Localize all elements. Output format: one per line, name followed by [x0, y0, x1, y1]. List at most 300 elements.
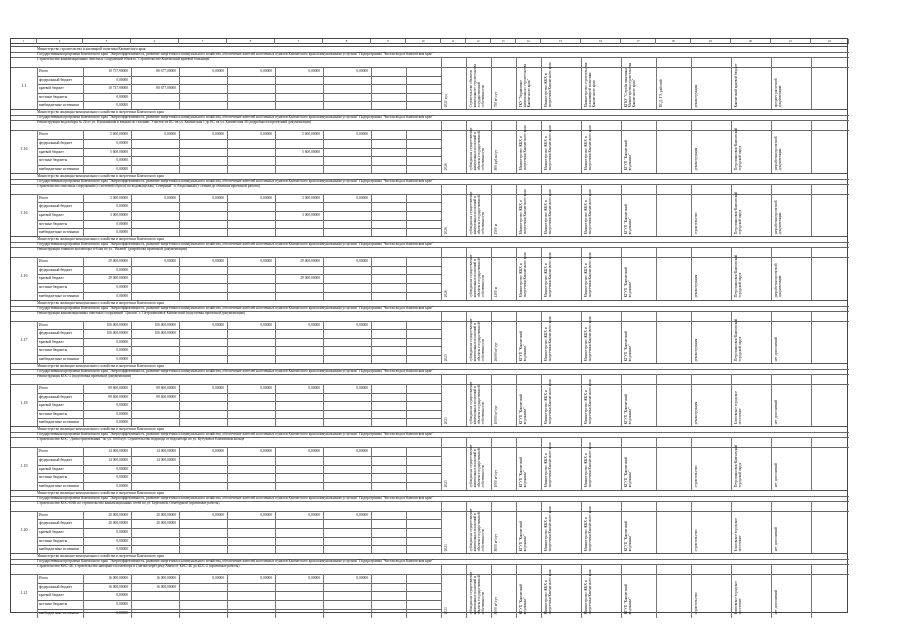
info-cell-c20: Петропавловск-Камчатский городской округ [734, 254, 742, 298]
fin-label: внебюджетные источники [39, 230, 79, 235]
fin-label: федеральный бюджет [39, 204, 73, 209]
divider [37, 355, 441, 356]
column-divider [275, 194, 276, 237]
fin-value: 3 000,00000 [302, 195, 320, 200]
column-divider [275, 574, 276, 617]
ministry-line: Министерство жилищно-коммунального хозяйства и энергетики Камчатского края [37, 364, 164, 368]
fin-value: 0,00000 [116, 411, 128, 416]
info-cell-c19: реконструкция [694, 84, 698, 108]
divider [37, 583, 441, 584]
divider [37, 283, 441, 284]
info-cell-c19: реконструкция [694, 338, 698, 361]
column-divider [621, 311, 622, 364]
fin-label: местные бюджеты [39, 601, 68, 606]
fin-value: 0,00000 [116, 103, 128, 108]
info-cell-c19: реконструкция [694, 401, 698, 425]
column-divider [691, 184, 692, 237]
column-header: 5 [179, 39, 227, 44]
divider [37, 220, 441, 221]
program-line: Государственная программа Камчатского края "Энергоэффективность, развитие энергетики и коммунального хозяйства, обеспечение жителей населенных пунктов Камчатского края коммунальными услугами" Подпрограмма "Чистая вода в Камчатском крае" [37, 178, 434, 183]
column-divider [541, 247, 542, 300]
program-line: Государственная программа Камчатского края "Энергоэффективность, развитие энергетики и коммунального хозяйства, обеспечение жителей населенных пунктов Камчатского края коммунальными услугами" Подпрограмма "Чистая вода в Камчатском крае" [37, 432, 434, 437]
object-block [11, 173, 847, 236]
column-divider [323, 511, 324, 554]
fin-label: федеральный бюджет [39, 331, 73, 336]
ministry-line: Министерство жилищно-коммунального хозяйства и энергетики Камчатского края [37, 300, 164, 305]
info-cell-c13: 750 м³/сут [494, 91, 498, 108]
column-divider [581, 247, 582, 300]
fin-value: 0,00000 [116, 166, 128, 171]
row-number: 1.20 [20, 526, 28, 532]
info-cell-c19: строительство [694, 529, 698, 552]
fin-value: 5 600,00000 [110, 149, 128, 154]
column-divider [37, 574, 38, 617]
fin-label: краевой бюджет [39, 403, 64, 408]
info-cell-c14: Министерство ЖКХ и энергетики Камчатского края [519, 252, 527, 298]
column-divider [491, 564, 492, 617]
fin-label: местные бюджеты [39, 348, 68, 353]
column-divider [516, 184, 517, 237]
info-cell-c13: 1200 м [494, 287, 498, 298]
column-divider [516, 437, 517, 490]
info-cell-c20: Петропавловск-Камчатский городской округ [734, 191, 742, 235]
fin-value: 0,00000 [356, 449, 368, 454]
column-divider [541, 501, 542, 554]
info-cell-c13: 8000 м³/сут [494, 533, 498, 552]
info-cell-c21: нет дополнений [774, 463, 778, 488]
divider [37, 76, 441, 77]
column-divider [516, 311, 517, 364]
column-divider [83, 130, 84, 173]
info-cell-c21: нет дополнений [774, 336, 778, 361]
column-divider [731, 57, 732, 110]
column-divider [466, 374, 467, 427]
column-divider [179, 194, 180, 237]
column-divider [179, 321, 180, 364]
column-divider [541, 57, 542, 110]
fin-value: 0,00000 [212, 386, 224, 390]
column-divider [491, 184, 492, 237]
info-cell-c17: КГУП "Камчатский водоканал" [624, 520, 632, 552]
column-divider [466, 311, 467, 364]
fin-value: 0,00000 [116, 601, 128, 606]
fin-label: Итого [39, 386, 49, 390]
divider [37, 292, 441, 293]
info-cell-year: 2023 [444, 353, 448, 361]
column-divider [811, 564, 812, 617]
column-divider [227, 130, 228, 173]
divider [37, 93, 441, 94]
fin-value: 0,00000 [308, 386, 320, 390]
info-cell-c15: Министерство ЖКХ и энергетики Камчатского края [544, 316, 552, 361]
info-cell-c12: субсидия на осуществление капитальных вложений в объекты государственной собственности [469, 128, 485, 171]
info-cell-c19: реконструкция [694, 274, 698, 298]
fin-label: местные бюджеты [39, 475, 68, 480]
column-divider [491, 57, 492, 110]
object-block [11, 490, 847, 553]
fin-value: 0,00000 [308, 69, 320, 73]
info-cell-c13: 10000 м³/сут [494, 405, 498, 425]
info-cell-c17: КГКУ "Служба заказчика Министерства строительства Камчатского края" [624, 62, 636, 108]
column-divider [621, 564, 622, 617]
info-cell-c18: ПСД, ГЭ, рабочий [659, 79, 663, 108]
column-header: 12 [466, 39, 491, 44]
info-cell-c20: Камчатский краевой бюджет [734, 63, 738, 108]
column-divider [37, 194, 38, 237]
column-divider [581, 184, 582, 237]
ministry-line: Министерство жилищно-коммунального хозяйства и энергетики Камчатского края [37, 554, 164, 559]
fin-value: 0,00000 [356, 259, 368, 264]
column-divider [621, 247, 622, 300]
info-cell-c15: Министерство ЖКХ и энергетики Камчатского края [544, 189, 552, 235]
fin-label: краевой бюджет [39, 466, 64, 471]
ministry-line: Министерство жилищно-коммунального хозяйства и энергетики Камчатского края [37, 110, 164, 115]
fin-label: краевой бюджет [39, 529, 64, 534]
info-cell-c12: субсидия на осуществление капитальных вложений в объекты государственной собственности [469, 254, 485, 298]
object-block [11, 300, 847, 363]
column-header: 20 [731, 39, 771, 44]
column-divider [131, 194, 132, 237]
column-header: 10 [406, 39, 441, 44]
column-divider [83, 321, 84, 364]
fin-label: местные бюджеты [39, 221, 68, 226]
fin-label: Итого [39, 322, 49, 327]
column-divider [275, 321, 276, 364]
fin-value: 29 000,00000 [300, 259, 320, 264]
fin-value: 0,00000 [116, 547, 128, 552]
fin-label: Итого [39, 512, 49, 517]
column-divider [581, 120, 582, 173]
column-divider [179, 67, 180, 110]
column-divider [83, 384, 84, 427]
column-divider [323, 130, 324, 173]
column-divider [771, 57, 772, 110]
column-divider [541, 564, 542, 617]
column-divider [516, 501, 517, 554]
fin-label: внебюджетные источники [39, 293, 79, 298]
info-cell-c14: КГУП "Камчатский водоканал" [519, 584, 527, 615]
row-number: 1.19 [20, 463, 28, 469]
fin-value: 0,00000 [116, 293, 128, 298]
column-divider [37, 447, 38, 490]
divider [37, 338, 441, 339]
column-divider [466, 57, 467, 110]
fin-label: внебюджетные источники [39, 166, 79, 171]
fin-value: 0,00000 [212, 322, 224, 327]
info-cell-c14: КГУП "Камчатский водоканал" [519, 394, 527, 425]
column-header: 8 [323, 39, 371, 44]
column-divider [83, 511, 84, 554]
column-divider [581, 501, 582, 554]
ministry-line: Министерство жилищно-коммунального хозяйства и энергетики Камчатского края [37, 490, 164, 495]
column-divider [227, 447, 228, 490]
fin-value: 0,00000 [356, 386, 368, 390]
ministry-line: Министерство жилищно-коммунального хозяйства и энергетики Камчатского края [37, 427, 164, 432]
column-header: 21 [771, 39, 811, 44]
fin-label: федеральный бюджет [39, 267, 73, 272]
object-block [11, 46, 847, 109]
program-line: Государственная программа Камчатского края "Энергоэффективность, развитие энергетики и коммунального хозяйства, обеспечение жителей населенных пунктов Камчатского края коммунальными услугами" Подпрограмма "Чистая вода в Камчатском крае" [37, 495, 434, 500]
budget-table [10, 38, 848, 613]
column-divider [131, 257, 132, 300]
fin-value: 0,00000 [164, 259, 176, 264]
fin-value: 80 677,00000 [156, 86, 176, 91]
column-divider [811, 311, 812, 364]
column-divider [691, 437, 692, 490]
row-number: 1.17 [20, 336, 28, 342]
column-divider [581, 564, 582, 617]
column-divider [466, 564, 467, 617]
fin-value: 0,00000 [116, 267, 128, 272]
fin-value: 0,00000 [260, 512, 272, 517]
column-divider [691, 564, 692, 617]
fin-value: 0,00000 [116, 356, 128, 361]
fin-value: 89 600,00000 [108, 386, 128, 390]
program-line: Государственная программа Камчатского края "Энергоэффективность, развитие энергетики и коммунального хозяйства, обеспечение жителей населенных пунктов Камчатского края коммунальными услугами" Подпрограмма "Чистая вода в Камчатском крае" [37, 559, 434, 564]
fin-label: местные бюджеты [39, 158, 68, 163]
column-divider [811, 57, 812, 110]
info-cell-c20: Петропавловск-Камчатский городской округ [734, 128, 742, 171]
column-divider [131, 574, 132, 617]
info-cell-c17: КГУП "Камчатский водоканал" [624, 330, 632, 361]
column-divider [323, 194, 324, 237]
fin-label: Итого [39, 132, 49, 137]
fin-value: 89 600,00000 [156, 386, 176, 390]
column-divider [441, 437, 442, 490]
divider [37, 139, 441, 140]
fin-value: 0,00000 [116, 158, 128, 163]
info-cell-c18 [659, 314, 688, 361]
column-divider [656, 184, 657, 237]
column-divider [491, 247, 492, 300]
fin-value: 14 000,00000 [156, 449, 176, 454]
column-divider [406, 384, 407, 427]
column-divider [516, 247, 517, 300]
info-cell-c16: Министерство ЖКХ и энергетики Камчатского края [584, 189, 592, 235]
fin-value: 80 677,00000 [156, 69, 176, 73]
column-divider [771, 501, 772, 554]
fin-value: 20 000,00000 [156, 512, 176, 517]
column-divider [131, 321, 132, 364]
divider [37, 600, 441, 601]
divider [37, 418, 441, 419]
object-line: Реконструкция главного коллектора d-8 мм по ул. "Вилюй" (разработка проектной документации) [37, 247, 187, 252]
column-divider [83, 67, 84, 110]
column-divider [491, 311, 492, 364]
column-divider [83, 447, 84, 490]
column-divider [581, 374, 582, 427]
info-cell-c21: разработки проектной документации [774, 136, 782, 171]
info-cell-c21: нет дополнений [774, 590, 778, 615]
fin-label: федеральный бюджет [39, 457, 73, 462]
fin-label: краевой бюджет [39, 86, 64, 91]
divider [37, 393, 441, 394]
column-divider [691, 374, 692, 427]
fin-value: 0,00000 [260, 132, 272, 137]
column-divider [441, 501, 442, 554]
column-divider [811, 437, 812, 490]
column-divider [179, 257, 180, 300]
column-divider [731, 184, 732, 237]
fin-value: 0,00000 [212, 576, 224, 581]
fin-value: 0,00000 [212, 259, 224, 264]
fin-value: 0,00000 [116, 284, 128, 289]
info-cell-c16: Министерство ЖКХ и энергетики Камчатского края [584, 506, 592, 552]
fin-value: 0,00000 [308, 512, 320, 517]
column-header: 11 [441, 39, 466, 44]
object-block [11, 236, 847, 299]
divider [37, 84, 441, 85]
fin-label: Итого [39, 69, 49, 73]
column-divider [227, 574, 228, 617]
fin-label: федеральный бюджет [39, 521, 73, 526]
column-divider [371, 321, 372, 364]
info-cell-c18 [659, 504, 688, 551]
object-line: Строительство КОС "Домостроительный" по ул. 1000 куб. Строительство водовода от водозабора по ул. Кутузова в Елизовском кольце [37, 437, 245, 442]
info-cell-c18 [659, 250, 688, 297]
fin-value: 100 000,00000 [106, 322, 128, 327]
ministry-line: Министерство жилищно-коммунального хозяйства и энергетики Камчатского края [37, 173, 164, 178]
divider [37, 456, 441, 457]
column-header: 22 [811, 39, 849, 44]
column-divider [771, 437, 772, 490]
column-divider [691, 501, 692, 554]
column-divider [406, 257, 407, 300]
info-cell-c20: Петропавловск-Камчатский городской округ [734, 318, 742, 361]
column-divider [406, 447, 407, 490]
divider [37, 202, 441, 203]
fin-value: 0,00000 [212, 195, 224, 200]
info-cell-c16: Министерство ЖКХ и энергетики Камчатского края [584, 379, 592, 425]
column-divider [466, 247, 467, 300]
row-number: 1.16 [20, 146, 28, 152]
column-divider [441, 311, 442, 364]
column-divider [441, 120, 442, 173]
column-divider [371, 574, 372, 617]
column-divider [656, 437, 657, 490]
column-divider [371, 130, 372, 173]
column-header: 2 [37, 39, 83, 44]
column-divider [323, 384, 324, 427]
column-divider [516, 120, 517, 173]
fin-label: внебюджетные источники [39, 610, 79, 615]
column-divider [581, 57, 582, 110]
fin-value: 0,00000 [260, 386, 272, 390]
fin-label: Итого [39, 259, 49, 264]
column-divider [656, 311, 657, 364]
fin-value: 0,00000 [356, 512, 368, 517]
info-cell-year: 2023 [444, 480, 448, 488]
fin-value: 0,00000 [116, 221, 128, 226]
object-line: Реконструкция канализационных очистных сооружений "Циолок" г. Петропавловск-Камчатский (подготовка проектной документации) [37, 310, 245, 315]
column-divider [731, 564, 732, 617]
column-divider [371, 511, 372, 554]
info-cell-c14: КГУП "Камчатский водоканал" [519, 457, 527, 488]
object-line: Реконструкция водозабора № 28 от ул. Пушкинская в южном по селению. Участок из КС-ов ул. Камчатская 1 до КС ок ул. Камчатская 38 (подробности проектный документации) [37, 120, 312, 125]
program-line: Государственная программа Камчатского края "Энергоэффективность, развитие энергетики и коммунального хозяйства, обеспечение жителей населенных пунктов Камчатского края коммунальными услугами" Подпрограмма "Чистая вода в Камчатском крае" [37, 242, 434, 247]
divider [37, 165, 441, 166]
column-divider [275, 67, 276, 110]
column-divider [275, 257, 276, 300]
divider [37, 211, 441, 212]
row-number: 1.16 [20, 209, 28, 215]
column-divider [771, 184, 772, 237]
info-cell-c15: Министерство ЖКХ и энергетики Камчатского края [544, 569, 552, 615]
divider [37, 274, 441, 275]
column-divider [516, 374, 517, 427]
fin-value: 14 000,00000 [108, 449, 128, 454]
fin-value: 0,00000 [356, 132, 368, 137]
fin-value: 89 600,00000 [108, 394, 128, 399]
column-divider [323, 447, 324, 490]
info-cell-c20: Петропавловск-Камчатский городской округ [734, 445, 742, 488]
column-divider [227, 321, 228, 364]
column-divider [691, 247, 692, 300]
column-divider [771, 120, 772, 173]
column-divider [131, 67, 132, 110]
row-number: 1.16 [20, 273, 28, 279]
info-cell-c19: строительство [694, 465, 698, 488]
column-divider [656, 374, 657, 427]
column-divider [691, 57, 692, 110]
fin-value: 0,00000 [212, 132, 224, 137]
fin-value: 16 000,00000 [156, 576, 176, 581]
divider [37, 545, 441, 546]
info-cell-year: 2026 [444, 290, 448, 298]
fin-value: 0,00000 [308, 322, 320, 327]
object-block [11, 553, 847, 616]
fin-value: 10 737,90000 [108, 69, 128, 73]
info-cell-c12: субсидия на осуществление капитальных вложений в объекты государственной собственности [469, 445, 485, 488]
fin-value: 20 000,00000 [108, 521, 128, 526]
column-divider [37, 511, 38, 554]
fin-value: 0,00000 [116, 610, 128, 615]
fin-label: внебюджетные источники [39, 420, 79, 425]
fin-label: федеральный бюджет [39, 394, 73, 399]
info-cell-c15: Министерство ЖКХ и энергетики Камчатского края [544, 506, 552, 552]
info-cell-c21: нет дополнений [774, 526, 778, 552]
column-divider [621, 120, 622, 173]
fin-value: 0,00000 [116, 77, 128, 82]
fin-label: внебюджетные источники [39, 356, 79, 361]
fin-label: краевой бюджет [39, 339, 64, 344]
divider [37, 266, 441, 267]
info-cell-c20: Елизовское городское поселение [734, 391, 742, 425]
column-header: 13 [491, 39, 516, 44]
column-divider [179, 447, 180, 490]
fin-label: Итого [39, 195, 49, 200]
info-cell-c17: КГУП "Камчатский водоканал" [624, 267, 632, 298]
fin-label: внебюджетные источники [39, 547, 79, 552]
column-divider [83, 574, 84, 617]
fin-value: 0,00000 [212, 512, 224, 517]
info-cell-c19: строительство [694, 212, 698, 235]
divider [37, 401, 441, 402]
info-cell-c15: Министерство ЖКХ и энергетики Камчатского края [544, 62, 552, 108]
column-header: 6 [227, 39, 275, 44]
column-divider [811, 184, 812, 237]
fin-value: 29 000,00000 [300, 276, 320, 281]
column-header: 18 [656, 39, 691, 44]
fin-label: местные бюджеты [39, 94, 68, 99]
column-divider [227, 257, 228, 300]
ministry-line: Министерство строительства и жилищной политики Камчатского края [37, 47, 146, 51]
column-divider [371, 257, 372, 300]
fin-value: 14 000,00000 [108, 457, 128, 462]
column-divider [406, 194, 407, 237]
column-divider [406, 67, 407, 110]
column-divider [581, 311, 582, 364]
